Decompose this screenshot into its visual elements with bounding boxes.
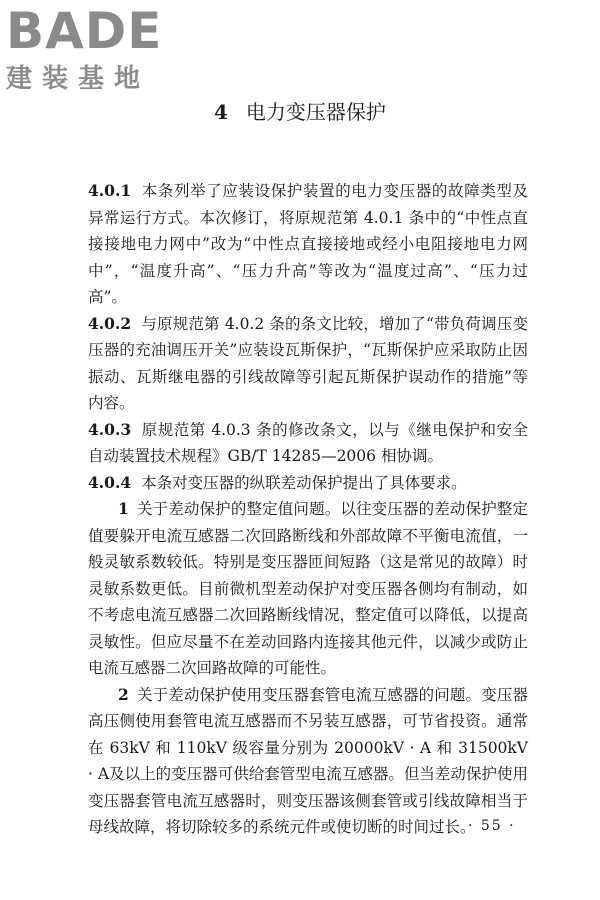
clause-text: 与原规范第 4.0.2 条的条文比较，增加了“带负荷调压变压器的充油调压开关”应装设瓦斯保护，“瓦斯保护应采取防止因振动、瓦斯继电器的引线故障等引起瓦斯保护误动作的措施”等内容。 bbox=[88, 314, 528, 412]
watermark-brand-zh: 建装基地 bbox=[6, 64, 151, 94]
document-body bbox=[88, 178, 528, 841]
item-number: 1 bbox=[118, 499, 129, 518]
clause bbox=[88, 311, 528, 417]
clause bbox=[88, 417, 528, 470]
clause-item bbox=[88, 496, 528, 682]
item-text: 关于差动保护使用变压器套管电流互感器的问题。变压器高压侧使用套管电流互感器而不另装互感器，可节省投资。通常在 63kV 和 110kV 级容量分别为 20000kV · A 和 31500kV · A及以上的变压器可供给套管型电流互感器。但当差动保护使用变压器套管电流互感器时，则变压器该侧套管或引线故障相当于母线故障，将切除较多的系统元件或使切断的时间过长。 bbox=[88, 685, 528, 836]
clause bbox=[88, 470, 528, 497]
watermark-logo bbox=[6, 4, 176, 94]
chapter-heading bbox=[214, 98, 386, 126]
clause-text: 本条列举了应装设保护装置的电力变压器的故障类型及异常运行方式。本次修订，将原规范第 4.0.1 条中的“中性点直接接地电力网中”改为“中性点直接接地或经小电阻接地电力网中”，“温度升高”、“压力升高”等改为“温度过高”、“压力过高”。 bbox=[88, 182, 528, 306]
page-number: · 55 · bbox=[468, 818, 516, 834]
chapter-number: 4 bbox=[214, 100, 228, 124]
clause-text: 原规范第 4.0.3 条的修改条文，以与《继电保护和安全自动装置技术规程》GB/T 14285—2006 相协调。 bbox=[88, 420, 528, 465]
watermark-brand-en: BADE bbox=[6, 2, 163, 60]
chapter-title: 电力变压器保护 bbox=[245, 100, 386, 124]
clause-number: 4.0.1 bbox=[88, 181, 132, 200]
clause-text: 本条对变压器的纵联差动保护提出了具体要求。 bbox=[141, 473, 467, 492]
clause-number: 4.0.3 bbox=[88, 419, 132, 439]
item-text: 关于差动保护的整定值问题。以往变压器的差动保护整定值要躲开电流互感器二次回路断线和外部故障不平衡电流值，一般灵敏系数较低。特别是变压器匝间短路（这是常见的故障）时灵敏系数更低。目前微机型差动保护对变压器各侧均有制动，如不考虑电流互感器二次回路断线情况，整定值可以降低，以提高灵敏性。但应尽量不在差动回路内连接其他元件，以减少或防止电流互感器二次回路故障的可能性。 bbox=[88, 500, 528, 677]
clause-number: 4.0.4 bbox=[88, 472, 132, 492]
clause bbox=[88, 178, 528, 311]
clause-number: 4.0.2 bbox=[88, 313, 132, 333]
item-number: 2 bbox=[118, 684, 129, 704]
clause-item bbox=[88, 682, 528, 841]
